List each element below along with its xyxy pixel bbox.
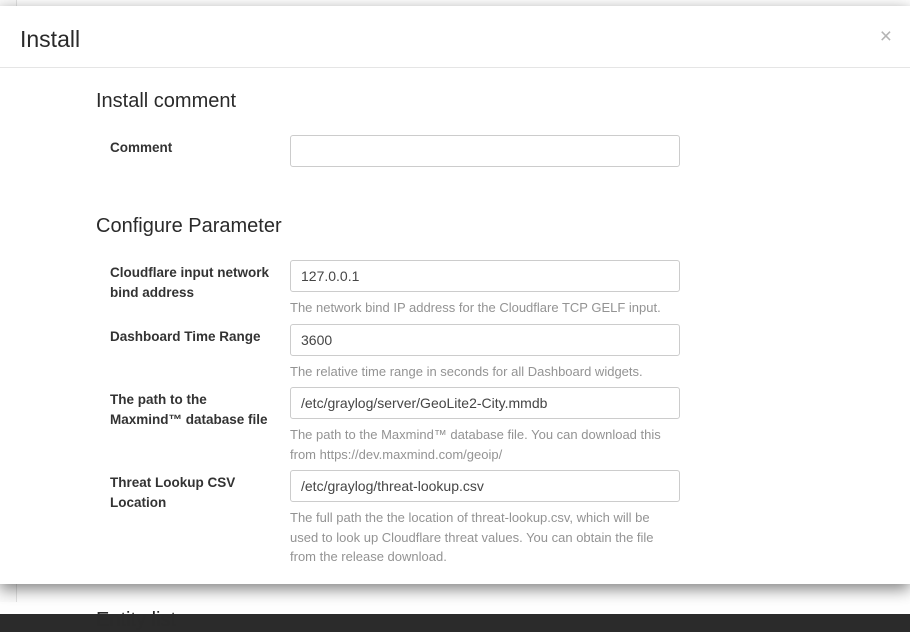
close-icon[interactable]: × xyxy=(879,25,892,48)
section-title-install-comment: Install comment xyxy=(96,90,237,112)
label-dashboard-time-range: Dashboard Time Range xyxy=(110,328,261,344)
page-title: Install xyxy=(20,26,81,52)
help-maxmind-database-path: The path to the Maxmind™ database file. You can download this from https://dev.maxmind.com/geoip/ xyxy=(290,427,661,462)
form-row-threat-lookup-csv-location xyxy=(20,470,890,567)
form-row-comment xyxy=(20,135,890,167)
label-threat-lookup-csv-location: Threat Lookup CSV Location xyxy=(110,475,236,510)
label-cloudflare-bind-address: Cloudflare input network bind address xyxy=(110,265,270,300)
help-cloudflare-bind-address: The network bind IP address for the Cloudflare TCP GELF input. xyxy=(290,300,661,315)
cloudflare-bind-address-input[interactable] xyxy=(290,260,680,292)
label-maxmind-database-path: The path to the Maxmind™ database file xyxy=(110,392,268,427)
form-row-maxmind-database-path xyxy=(20,387,890,464)
maxmind-database-path-input[interactable] xyxy=(290,387,680,419)
section-title-entity-list: Entity list xyxy=(96,608,177,631)
help-threat-lookup-csv-location: The full path the the location of threat-lookup.csv, which will be used to look up Cloudflare threat values. You can obtain the file from the release download. xyxy=(290,510,654,564)
threat-lookup-csv-location-input[interactable] xyxy=(290,470,680,502)
install-modal xyxy=(0,6,910,631)
label-comment: Comment xyxy=(110,140,173,155)
form-row-cloudflare-bind-address xyxy=(20,260,890,318)
section-title-configure-parameter: Configure Parameter xyxy=(96,215,282,237)
form-row-dashboard-time-range xyxy=(20,324,890,382)
dashboard-time-range-input[interactable] xyxy=(290,324,680,356)
modal-body xyxy=(0,68,910,631)
comment-input[interactable] xyxy=(290,135,680,167)
modal-header xyxy=(0,6,910,68)
help-dashboard-time-range: The relative time range in seconds for all Dashboard widgets. xyxy=(290,363,643,379)
